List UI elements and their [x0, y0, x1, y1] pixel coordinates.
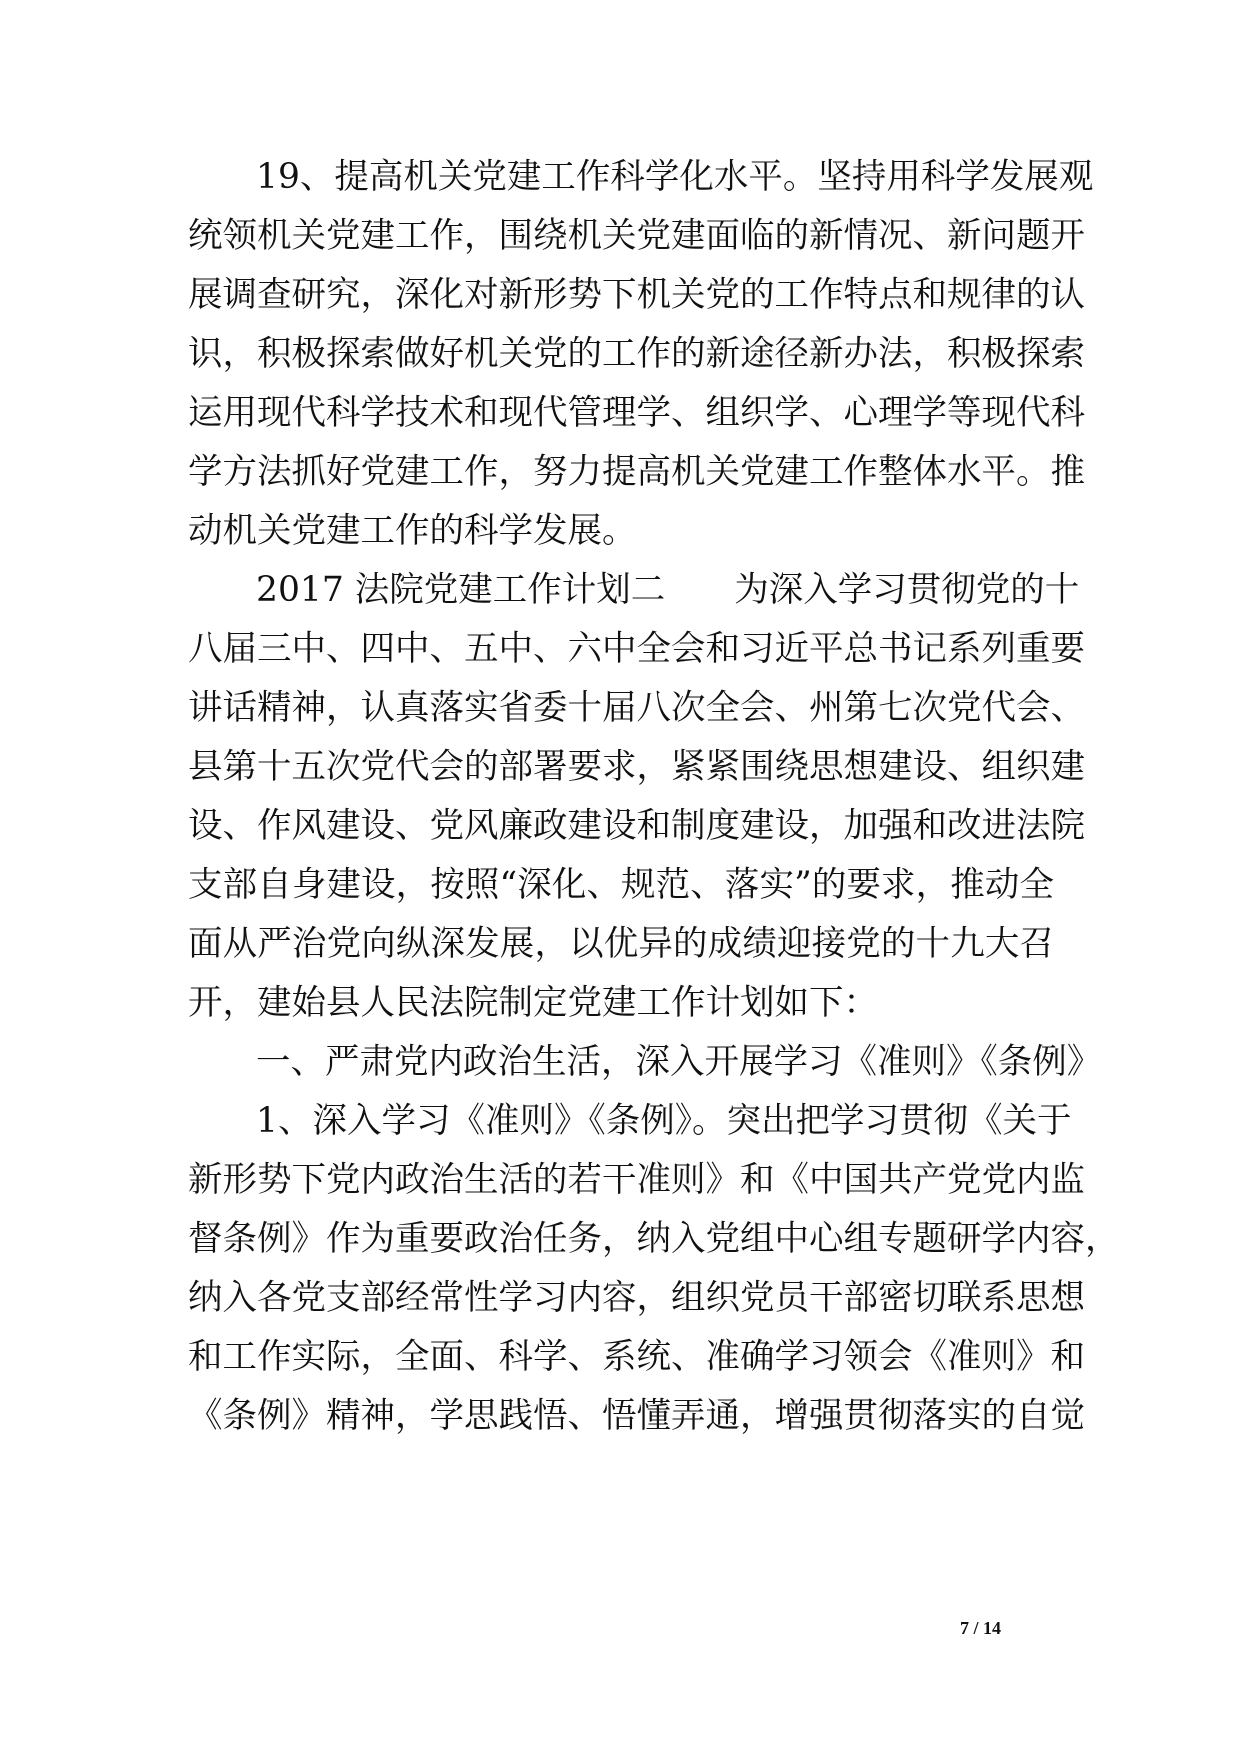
- document-body: [188, 148, 1120, 1446]
- item-one-line-6: 《条例》精神，学思践悟、悟懂弄通，增强贯彻落实的自觉: [188, 1396, 1085, 1436]
- plan-two-intro-line-6: 支部自身建设，按照“深化、规范、落实”的要求，推动全: [188, 865, 1054, 905]
- section-one-heading: 一、严肃党内政治生活，深入开展学习《准则》《条例》: [256, 1042, 1102, 1082]
- plan-two-intro-line-7: 面从严治党向纵深发展，以优异的成绩迎接党的十九大召: [188, 924, 1054, 964]
- paragraph-19-line-1: 19、提高机关党建工作科学化水平。坚持用科学发展观: [256, 157, 1094, 197]
- paragraph-19-line-3: 展调查研究，深化对新形势下机关党的工作特点和规律的认: [188, 275, 1085, 315]
- paragraph-19-line-5: 运用现代科学技术和现代管理学、组织学、心理学等现代科: [188, 393, 1085, 433]
- plan-two-intro-line-4: 县第十五次党代会的部署要求，紧紧围绕思想建设、组织建: [188, 747, 1085, 787]
- plan-two-intro-line-5: 设、作风建设、党风廉政建设和制度建设，加强和改进法院: [188, 806, 1085, 846]
- plan-two-intro-line-8: 开，建始县人民法院制定党建工作计划如下：: [188, 983, 878, 1023]
- item-one-line-1: 1、深入学习《准则》《条例》。突出把学习贯彻《关于: [256, 1101, 1072, 1141]
- item-one-line-2: 新形势下党内政治生活的若干准则》和《中国共产党党内监: [188, 1160, 1085, 1200]
- paragraph-19-line-7: 动机关党建工作的科学发展。: [188, 511, 637, 551]
- paragraph-19-line-2: 统领机关党建工作，围绕机关党建面临的新情况、新问题开: [188, 216, 1085, 256]
- plan-two-intro-line-3: 讲话精神，认真落实省委十届八次全会、州第七次党代会、: [188, 688, 1085, 728]
- paragraph-19-line-4: 识，积极探索做好机关党的工作的新途径新办法，积极探索: [188, 334, 1085, 374]
- page-number: 7 / 14: [960, 1618, 1002, 1638]
- plan-two-intro-line-2: 八届三中、四中、五中、六中全会和习近平总书记系列重要: [188, 629, 1085, 669]
- item-one-line-4: 纳入各党支部经常性学习内容，组织党员干部密切联系思想: [188, 1278, 1085, 1318]
- plan-two-intro-line-1: 2017 法院党建工作计划二 为深入学习贯彻党的十: [256, 570, 1080, 610]
- item-one-line-3: 督条例》作为重要政治任务，纳入党组中心组专题研学内容，: [188, 1219, 1120, 1259]
- paragraph-19-line-6: 学方法抓好党建工作，努力提高机关党建工作整体水平。推: [188, 452, 1085, 492]
- item-one-line-5: 和工作实际，全面、科学、系统、准确学习领会《准则》和: [188, 1337, 1085, 1377]
